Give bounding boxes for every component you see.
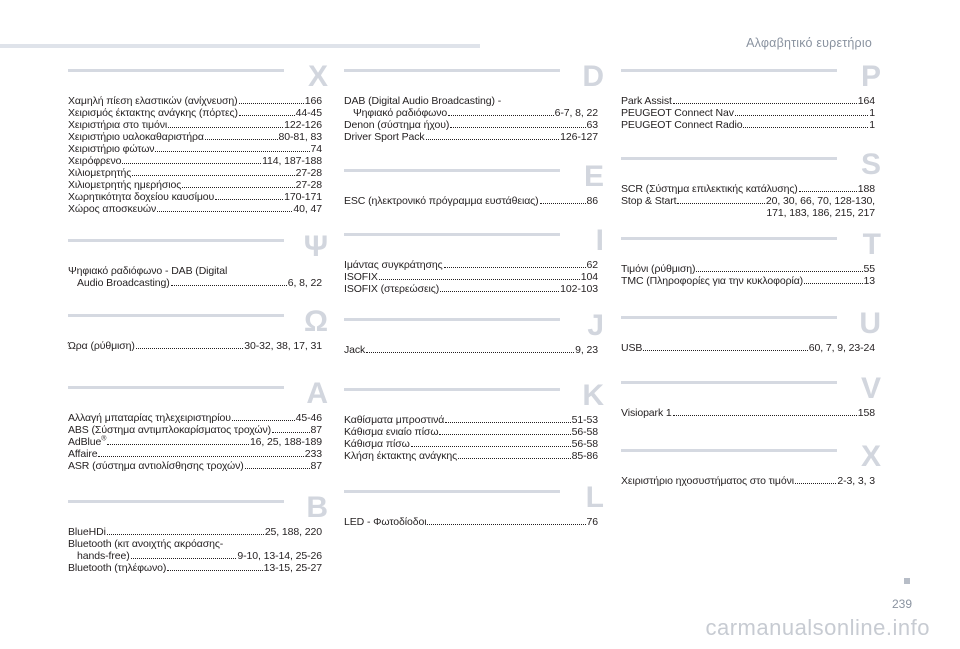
index-entry[interactable] <box>344 131 598 143</box>
section-entries <box>344 344 598 356</box>
index-entry[interactable] <box>344 119 598 131</box>
section-letter: V <box>860 372 881 405</box>
index-entry[interactable] <box>344 414 598 426</box>
dot-leader <box>673 414 857 416</box>
entry-label: Χειρισμός έκτακτης ανάγκης (πόρτες) <box>68 107 238 119</box>
index-entry[interactable] <box>68 538 322 562</box>
entry-pages: 9-10, 13-14, 25-26 <box>237 550 322 562</box>
entry-label: Denon (σύστημα ήχου) <box>344 119 450 131</box>
section-rule <box>344 69 560 72</box>
index-entry[interactable] <box>68 562 322 574</box>
entry-label: hands-free) <box>77 550 130 562</box>
entry-pages: 170-171 <box>284 191 322 203</box>
entry-label: Κλήση έκτακτης ανάγκης <box>344 450 458 462</box>
entry-label: Χιλιομετρητής <box>68 167 132 179</box>
index-entry[interactable] <box>344 283 598 295</box>
section-rule <box>344 169 560 172</box>
entry-label: ABS (Σύστημα αντιμπλοκαρίσματος τροχών) <box>68 424 272 436</box>
section-rule <box>621 69 837 72</box>
dot-leader <box>795 482 836 484</box>
dot-leader <box>136 347 243 349</box>
section-letter: P <box>860 60 881 93</box>
index-entry[interactable] <box>344 450 598 462</box>
section-entries <box>344 414 598 462</box>
page-title: Αλφαβητικό ευρετήριο <box>746 36 872 50</box>
watermark: carmanualsonline.info <box>705 615 930 640</box>
index-entry[interactable] <box>68 424 322 436</box>
index-entry[interactable] <box>621 342 875 354</box>
entry-label: USB <box>621 342 643 354</box>
header-bar <box>0 44 480 48</box>
dot-leader <box>171 284 287 286</box>
entry-pages: 102-103 <box>560 283 598 295</box>
section-entries <box>68 526 322 574</box>
index-entry[interactable] <box>68 203 322 215</box>
entry-label: Ώρα (ρύθμιση) <box>68 340 135 352</box>
section-entries <box>621 475 875 487</box>
entry-pages: 114, 187-188 <box>262 155 322 167</box>
section-rule <box>344 318 560 321</box>
entry-label: SCR (Σύστημα επιλεκτικής κατάλυσης) <box>621 183 798 195</box>
dot-leader <box>643 349 807 351</box>
dot-leader <box>132 174 294 176</box>
index-entry[interactable] <box>344 426 598 438</box>
section-rule <box>621 381 837 384</box>
entry-label: Χειριστήριο ηχοσυστήματος στο τιμόνι <box>621 475 794 487</box>
section-entries <box>621 263 875 287</box>
dot-leader <box>155 150 309 152</box>
index-entry[interactable] <box>68 167 322 179</box>
section-entries <box>68 412 322 472</box>
entry-label: AdBlue® <box>68 435 107 448</box>
entry-label: Jack <box>344 344 366 356</box>
entry-pages: 233 <box>304 448 322 460</box>
dot-leader <box>232 419 295 421</box>
index-entry[interactable] <box>621 195 875 219</box>
section-rule <box>621 316 837 319</box>
dot-leader <box>448 114 553 116</box>
page-marker <box>904 578 910 584</box>
section-rule <box>68 314 284 317</box>
section-entries <box>344 195 598 207</box>
index-entry[interactable] <box>68 448 322 460</box>
entry-pages: 188 <box>857 183 875 195</box>
entry-pages-continued: 171, 183, 186, 215, 217 <box>766 207 875 219</box>
entry-pages: 87 <box>310 460 322 472</box>
entry-pages: 30-32, 38, 17, 31 <box>244 340 322 352</box>
dot-leader <box>445 421 570 423</box>
section-rule <box>621 237 837 240</box>
dot-leader <box>167 569 262 571</box>
entry-pages: 2-3, 3, 3 <box>837 475 875 487</box>
entry-pages: 27-28 <box>295 179 322 191</box>
index-entry[interactable] <box>68 265 322 289</box>
entry-pages: 1 <box>869 119 875 131</box>
index-entry[interactable] <box>68 131 322 143</box>
entry-pages: 13 <box>863 275 875 287</box>
section-entries <box>344 516 598 528</box>
dot-leader <box>168 126 283 128</box>
dot-leader <box>366 351 574 353</box>
entry-label: Ψηφιακό ραδιόφωνο <box>353 107 448 119</box>
index-entry[interactable] <box>344 344 598 356</box>
entry-label: Αλλαγή μπαταρίας τηλεχειριστηρίου <box>68 412 231 424</box>
dot-leader <box>157 210 292 212</box>
dot-leader <box>696 270 862 272</box>
entry-pages: 16, 25, 188-189 <box>249 436 322 448</box>
section-letter: X <box>860 440 881 473</box>
dot-leader <box>427 523 585 525</box>
section-entries <box>68 265 322 289</box>
index-entry[interactable] <box>621 119 875 131</box>
dot-leader <box>458 457 571 459</box>
section-letter: B <box>306 491 328 524</box>
dot-leader <box>677 202 764 204</box>
entry-pages: 45-46 <box>295 412 322 424</box>
index-entry[interactable] <box>68 107 322 119</box>
entry-label: Bluetooth (κιτ ανοιχτής ακρόασης- <box>68 538 224 550</box>
dot-leader <box>426 138 560 140</box>
entry-label: Ιμάντας συγκράτησης <box>344 259 443 271</box>
entry-label: Χειριστήρια στο τιμόνι <box>68 119 168 131</box>
entry-pages: 104 <box>580 271 598 283</box>
index-entry[interactable] <box>68 460 322 472</box>
entry-label: Park Assist <box>621 95 672 107</box>
entry-label: Visiopark 1 <box>621 407 672 419</box>
section-letter: E <box>583 160 604 193</box>
section-letter: Ψ <box>303 230 328 263</box>
entry-label: Κάθισμα πίσω <box>344 438 410 450</box>
dot-leader <box>182 186 294 188</box>
index-entry[interactable] <box>68 143 322 155</box>
dot-leader <box>450 126 585 128</box>
section-entries <box>68 95 322 215</box>
dot-leader <box>804 282 862 284</box>
section-rule <box>344 233 560 236</box>
section-entries <box>621 95 875 131</box>
entry-pages: 9, 23 <box>575 344 598 356</box>
section-entries <box>68 340 322 352</box>
section-letter: U <box>859 307 881 340</box>
entry-pages: 164 <box>857 95 875 107</box>
index-entry[interactable] <box>621 107 875 119</box>
index-entry[interactable] <box>68 340 322 352</box>
section-rule <box>344 388 560 391</box>
index-entry[interactable] <box>621 275 875 287</box>
entry-pages: 80-81, 83 <box>278 131 322 143</box>
dot-leader <box>272 431 309 433</box>
entry-label: ISOFIX (στερεώσεις) <box>344 283 440 295</box>
entry-pages: 56-58 <box>571 438 598 450</box>
index-entry[interactable] <box>621 475 875 487</box>
dot-leader <box>122 162 261 164</box>
index-entry[interactable] <box>344 95 598 119</box>
section-rule <box>621 157 837 160</box>
index-entry[interactable] <box>68 95 322 107</box>
entry-pages: 76 <box>586 516 598 528</box>
entry-label: Τιμόνι (ρύθμιση) <box>621 263 696 275</box>
entry-label: ISOFIX <box>344 271 378 283</box>
entry-label: Audio Broadcasting) <box>77 277 170 289</box>
dot-leader <box>98 455 303 457</box>
dot-leader <box>239 102 304 104</box>
dot-leader <box>107 533 264 535</box>
section-letter: T <box>862 228 881 261</box>
entry-pages: 86 <box>586 195 598 207</box>
entry-pages: 85-86 <box>571 450 598 462</box>
entry-label: ASR (σύστημα αντιολίσθησης τροχών) <box>68 460 244 472</box>
index-entry[interactable] <box>621 407 875 419</box>
entry-pages: 20, 30, 66, 70, 128-130, <box>765 195 875 207</box>
entry-label: Χειρόφρενο <box>68 155 122 167</box>
entry-pages: 74 <box>310 143 322 155</box>
entry-label: Καθίσματα μπροστινά <box>344 414 445 426</box>
dot-leader <box>673 102 857 104</box>
index-entry[interactable] <box>621 183 875 195</box>
entry-pages: 60, 7, 9, 23-24 <box>808 342 875 354</box>
section-rule <box>68 386 284 389</box>
entry-label: Affaire <box>68 448 98 460</box>
entry-label: Driver Sport Pack <box>344 131 425 143</box>
index-entry[interactable] <box>68 191 322 203</box>
entry-label: DAB (Digital Audio Broadcasting) - <box>344 95 502 107</box>
section-entries <box>621 407 875 419</box>
index-entry[interactable] <box>68 436 322 448</box>
section-letter: L <box>585 481 604 514</box>
section-entries <box>344 95 598 143</box>
entry-pages: 13-15, 25-27 <box>263 562 322 574</box>
entry-label: ESC (ηλεκτρονικό πρόγραμμα ευστάθειας) <box>344 195 539 207</box>
section-letter: I <box>595 224 604 257</box>
entry-pages: 51-53 <box>571 414 598 426</box>
index-entry[interactable] <box>344 516 598 528</box>
entry-label: Stop & Start <box>621 195 677 207</box>
entry-label: Χώρος αποσκευών <box>68 203 157 215</box>
entry-label: Bluetooth (τηλέφωνο) <box>68 562 167 574</box>
entry-label: Χιλιομετρητής ημερήσιος <box>68 179 182 191</box>
section-rule <box>68 69 284 72</box>
entry-pages: 27-28 <box>295 167 322 179</box>
index-entry[interactable] <box>344 195 598 207</box>
entry-label: Ψηφιακό ραδιόφωνο - DAB (Digital <box>68 265 228 277</box>
section-rule <box>621 449 837 452</box>
entry-pages: 1 <box>869 107 875 119</box>
index-entry[interactable] <box>344 259 598 271</box>
dot-leader <box>205 138 278 140</box>
entry-label: PEUGEOT Connect Nav <box>621 107 734 119</box>
section-letter: Ω <box>303 305 328 338</box>
dot-leader <box>245 467 310 469</box>
entry-pages: 122-126 <box>284 119 322 131</box>
entry-pages: 25, 188, 220 <box>264 526 322 538</box>
entry-label: TMC (Πληροφορίες για την κυκλοφορία) <box>621 275 804 287</box>
index-entry[interactable] <box>68 179 322 191</box>
section-letter: D <box>582 60 604 93</box>
entry-pages: 158 <box>857 407 875 419</box>
section-letter: S <box>860 148 881 181</box>
entry-pages: 6, 8, 22 <box>287 277 322 289</box>
entry-pages: 55 <box>863 263 875 275</box>
entry-pages: 56-58 <box>571 426 598 438</box>
index-entry[interactable] <box>68 412 322 424</box>
dot-leader <box>131 557 237 559</box>
dot-leader <box>439 433 570 435</box>
entry-label: Χειριστήριο φώτων <box>68 143 155 155</box>
index-entry[interactable] <box>344 271 598 283</box>
entry-pages: 63 <box>586 119 598 131</box>
page-number: 239 <box>891 597 912 611</box>
index-entry[interactable] <box>344 438 598 450</box>
entry-label: Χαμηλή πίεση ελαστικών (ανίχνευση) <box>68 95 238 107</box>
dot-leader <box>411 445 571 447</box>
dot-leader <box>215 198 283 200</box>
dot-leader <box>440 290 559 292</box>
index-entry[interactable] <box>68 526 322 538</box>
entry-pages: 62 <box>586 259 598 271</box>
entry-label: Χωρητικότητα δοχείου καυσίμου <box>68 191 215 203</box>
dot-leader <box>379 278 580 280</box>
section-entries <box>344 259 598 295</box>
section-rule <box>68 500 284 503</box>
index-entry[interactable] <box>621 95 875 107</box>
entry-pages: 166 <box>304 95 322 107</box>
section-letter: K <box>582 379 604 412</box>
dot-leader <box>799 190 857 192</box>
dot-leader <box>743 126 868 128</box>
entry-pages: 126-127 <box>560 131 598 143</box>
section-rule <box>344 490 560 493</box>
entry-label: Κάθισμα ενιαίο πίσω <box>344 426 439 438</box>
entry-pages: 40, 47 <box>293 203 322 215</box>
dot-leader <box>540 202 586 204</box>
section-letter: J <box>587 309 604 342</box>
section-letter: A <box>306 377 328 410</box>
entry-pages: 44-45 <box>295 107 322 119</box>
entry-pages: 87 <box>310 424 322 436</box>
entry-label: Χειριστήριο υαλοκαθαριστήρα <box>68 131 204 143</box>
entry-pages: 6-7, 8, 22 <box>554 107 598 119</box>
entry-label: PEUGEOT Connect Radio <box>621 119 743 131</box>
index-entry[interactable] <box>68 155 322 167</box>
dot-leader <box>239 114 295 116</box>
entry-label: BlueHDi <box>68 526 106 538</box>
dot-leader <box>107 443 249 445</box>
section-entries <box>621 183 875 219</box>
dot-leader <box>444 266 586 268</box>
section-entries <box>621 342 875 354</box>
section-rule <box>68 239 284 242</box>
dot-leader <box>735 114 868 116</box>
section-letter: X <box>307 60 328 93</box>
index-entry[interactable] <box>68 119 322 131</box>
entry-label: LED - Φωτοδίοδοι <box>344 516 427 528</box>
index-entry[interactable] <box>621 263 875 275</box>
trademark-mark: ® <box>101 435 107 443</box>
